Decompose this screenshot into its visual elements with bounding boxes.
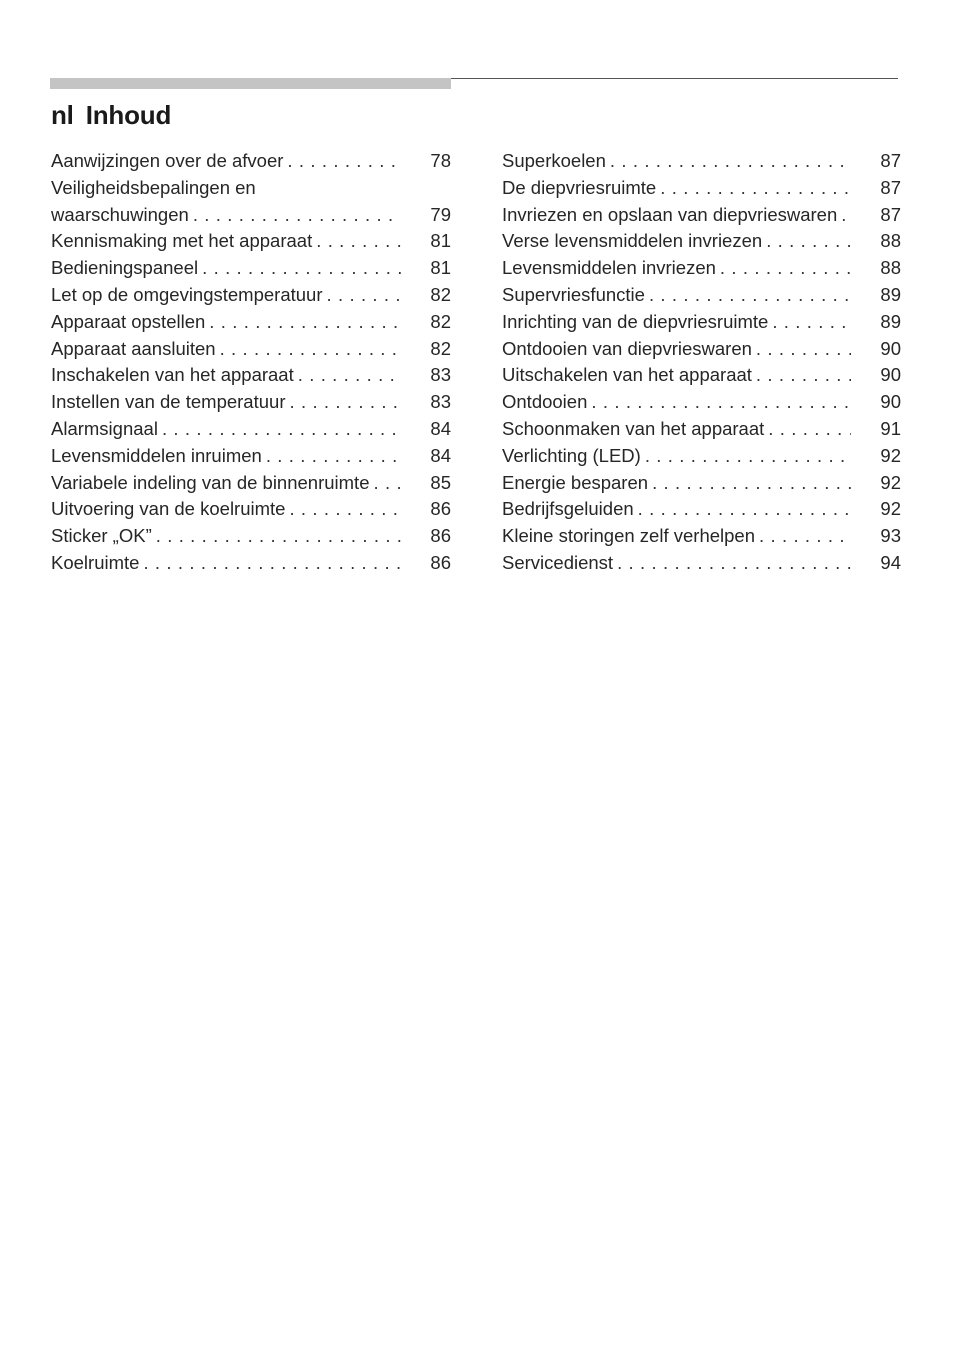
toc-entry-page-number: 82 bbox=[430, 310, 451, 332]
toc-entry-title bbox=[502, 282, 851, 309]
toc-entry-title-line: Bedieningspaneel bbox=[51, 257, 199, 279]
dot-leader bbox=[617, 550, 851, 577]
toc-entry-title-line: Aanwijzingen over de afvoer bbox=[51, 150, 284, 171]
toc-entry[interactable] bbox=[502, 389, 901, 416]
toc-entry-page-number: 94 bbox=[880, 551, 901, 573]
toc-entry-title-line: Ontdooien van diepvrieswaren bbox=[502, 337, 752, 359]
toc-entry-page-number: 84 bbox=[430, 417, 451, 439]
toc-entry[interactable] bbox=[502, 228, 901, 255]
toc-entry-page-number: 90 bbox=[880, 391, 901, 413]
toc-entry-title-line: Supervriesfunctie bbox=[502, 283, 645, 305]
dot-leader bbox=[768, 416, 851, 443]
toc-entry-title bbox=[51, 175, 401, 229]
toc-entry-title bbox=[502, 443, 851, 470]
header-rule-thick bbox=[50, 78, 451, 89]
toc-entry-page-number: 88 bbox=[880, 257, 901, 279]
toc-entry-title-line: Inrichting van de diepvriesruimte bbox=[502, 310, 769, 332]
toc-entry-title bbox=[502, 336, 851, 363]
toc-entry-title-line: Sticker „OK” bbox=[51, 525, 152, 547]
toc-entry-title-line: Koelruimte bbox=[51, 551, 140, 573]
dot-leader bbox=[610, 148, 851, 175]
dot-leader bbox=[660, 175, 851, 202]
toc-entry-title bbox=[51, 282, 401, 309]
dot-leader bbox=[289, 389, 401, 416]
toc-entry-title bbox=[502, 470, 851, 497]
toc-entry-title-line: Uitschakelen van het apparaat bbox=[502, 364, 752, 386]
toc-column-right bbox=[502, 148, 901, 577]
toc-entry[interactable] bbox=[502, 550, 901, 577]
toc-entry[interactable] bbox=[502, 336, 901, 363]
toc-entry-title bbox=[51, 416, 401, 443]
toc-entry-title-line: Kennismaking met het apparaat bbox=[51, 230, 313, 252]
toc-entry[interactable] bbox=[502, 362, 901, 389]
toc-entry-page-number: 86 bbox=[430, 551, 451, 573]
toc-entry-page-number: 86 bbox=[430, 525, 451, 547]
toc-entry-title-line: Levensmiddelen inruimen bbox=[51, 444, 262, 466]
toc-entry[interactable] bbox=[502, 523, 901, 550]
toc-column-left bbox=[51, 148, 451, 577]
toc-entry[interactable] bbox=[502, 496, 901, 523]
toc-entry-page-number: 87 bbox=[880, 176, 901, 198]
toc-entry-title bbox=[51, 362, 401, 389]
dot-leader bbox=[373, 470, 401, 497]
toc-entry-title-line: Instellen van de temperatuur bbox=[51, 391, 286, 413]
toc-entry-title-line: Alarmsignaal bbox=[51, 417, 158, 439]
toc-entry[interactable] bbox=[51, 550, 451, 577]
toc-entry-title-line: Schoonmaken van het apparaat bbox=[502, 417, 765, 439]
toc-entry-title bbox=[502, 389, 851, 416]
toc-entry[interactable] bbox=[51, 523, 451, 550]
toc-entry-title-line: Verlichting (LED) bbox=[502, 444, 641, 466]
dot-leader bbox=[652, 470, 851, 497]
toc-entry-title bbox=[51, 255, 401, 282]
toc-entry-title-line: Energie besparen bbox=[502, 471, 649, 493]
toc-entry-title bbox=[502, 523, 851, 550]
toc-entry-title-line: waarschuwingen bbox=[51, 203, 189, 225]
dot-leader bbox=[759, 523, 851, 550]
dot-leader bbox=[645, 443, 851, 470]
toc-entry-title bbox=[502, 362, 851, 389]
toc-entry-page-number: 93 bbox=[880, 525, 901, 547]
toc-entry[interactable] bbox=[51, 282, 451, 309]
toc-entry[interactable] bbox=[502, 416, 901, 443]
toc-entry-page-number: 90 bbox=[880, 337, 901, 359]
toc-entry-title bbox=[51, 309, 401, 336]
dot-leader bbox=[841, 202, 851, 229]
dot-leader bbox=[143, 550, 401, 577]
dot-leader bbox=[162, 416, 401, 443]
toc-entry-title-line: Uitvoering van de koelruimte bbox=[51, 498, 286, 520]
toc-entry-title bbox=[51, 336, 401, 363]
toc-entry-title bbox=[502, 550, 851, 577]
toc-entry-page-number: 83 bbox=[430, 391, 451, 413]
toc-entry-title bbox=[51, 523, 401, 550]
toc-entry-title-line: Veiligheidsbepalingen en bbox=[51, 176, 256, 198]
toc-entry[interactable] bbox=[502, 443, 901, 470]
toc-entry[interactable] bbox=[51, 309, 451, 336]
toc-entry-title-line: De diepvriesruimte bbox=[502, 176, 657, 198]
toc-entry-page-number: 81 bbox=[430, 257, 451, 279]
toc-entry-page-number: 87 bbox=[880, 203, 901, 225]
toc-entry[interactable] bbox=[51, 336, 451, 363]
dot-leader bbox=[220, 336, 401, 363]
dot-leader bbox=[591, 389, 851, 416]
toc-entry[interactable] bbox=[51, 389, 451, 416]
toc-entry-title-line: Servicedienst bbox=[502, 551, 614, 573]
toc-entry-title-line: Variabele indeling van de binnenruimte bbox=[51, 471, 370, 493]
toc-entry-page-number: 85 bbox=[430, 471, 451, 493]
toc-entry-page-number: 87 bbox=[880, 150, 901, 171]
toc-entry[interactable] bbox=[502, 282, 901, 309]
dot-leader bbox=[202, 255, 401, 282]
toc-entry-title bbox=[502, 228, 851, 255]
toc-entry-page-number: 82 bbox=[430, 283, 451, 305]
page-title bbox=[51, 100, 171, 131]
toc-entry-title bbox=[502, 496, 851, 523]
page-title-text: Inhoud bbox=[85, 100, 172, 130]
toc-entry-page-number: 83 bbox=[430, 364, 451, 386]
dot-leader bbox=[156, 523, 401, 550]
toc-entry-page-number: 92 bbox=[880, 471, 901, 493]
toc-entry-title-line: Verse levensmiddelen invriezen bbox=[502, 230, 763, 252]
dot-leader bbox=[193, 202, 401, 229]
toc-entry-title bbox=[502, 202, 851, 229]
toc-entry-title-line: Superkoelen bbox=[502, 150, 606, 171]
dot-leader bbox=[209, 309, 401, 336]
toc-entry[interactable] bbox=[502, 202, 901, 229]
toc-entry-page-number: 89 bbox=[880, 310, 901, 332]
toc-entry-title-line: Let op de omgevingstemperatuur bbox=[51, 283, 323, 305]
dot-leader bbox=[298, 362, 401, 389]
toc-entry[interactable] bbox=[502, 148, 901, 175]
toc-entry[interactable] bbox=[51, 175, 451, 229]
toc-entry-title bbox=[51, 470, 401, 497]
toc-entry-page-number: 81 bbox=[430, 230, 451, 252]
dot-leader bbox=[289, 496, 401, 523]
toc-entry-page-number: 88 bbox=[880, 230, 901, 252]
toc-entry-title bbox=[51, 550, 401, 577]
toc-entry[interactable] bbox=[51, 148, 451, 175]
toc-entry[interactable] bbox=[502, 309, 901, 336]
toc-entry-page-number: 90 bbox=[880, 364, 901, 386]
toc-entry-title bbox=[502, 255, 851, 282]
toc-entry-title-line: Kleine storingen zelf verhelpen bbox=[502, 525, 755, 547]
toc-entry[interactable] bbox=[51, 362, 451, 389]
toc-entry-title-line: Ontdooien bbox=[502, 391, 588, 413]
dot-leader bbox=[316, 228, 401, 255]
dot-leader bbox=[756, 336, 851, 363]
toc-entry-page-number: 89 bbox=[880, 283, 901, 305]
toc-entry[interactable] bbox=[51, 470, 451, 497]
dot-leader bbox=[766, 228, 851, 255]
toc-entry-title-line: Apparaat aansluiten bbox=[51, 337, 216, 359]
toc-entry-page-number: 86 bbox=[430, 498, 451, 520]
toc-entry[interactable] bbox=[51, 496, 451, 523]
toc-entry-title bbox=[502, 416, 851, 443]
toc-entry-title-line: Levensmiddelen invriezen bbox=[502, 257, 716, 279]
toc-entry-title bbox=[502, 309, 851, 336]
toc-entry-title bbox=[51, 148, 401, 175]
toc-entry-title bbox=[502, 175, 851, 202]
toc-entry-title bbox=[51, 389, 401, 416]
dot-leader bbox=[287, 148, 401, 175]
toc-entry-title-line: Inschakelen van het apparaat bbox=[51, 364, 294, 386]
dot-leader bbox=[638, 496, 851, 523]
toc-entry-page-number: 92 bbox=[880, 444, 901, 466]
toc-entry-page-number: 78 bbox=[430, 150, 451, 171]
toc-entry-title bbox=[502, 148, 851, 175]
toc-entry[interactable] bbox=[502, 255, 901, 282]
dot-leader bbox=[756, 362, 851, 389]
toc-entry-page-number: 91 bbox=[880, 417, 901, 439]
dot-leader bbox=[649, 282, 851, 309]
toc-entry[interactable] bbox=[502, 175, 901, 202]
dot-leader bbox=[772, 309, 851, 336]
toc-entry-title-line: Invriezen en opslaan van diepvrieswaren bbox=[502, 203, 838, 225]
toc-entry-title-line: Bedrijfsgeluiden bbox=[502, 498, 634, 520]
toc-entry[interactable] bbox=[51, 416, 451, 443]
toc-entry[interactable] bbox=[51, 255, 451, 282]
dot-leader bbox=[720, 255, 851, 282]
toc-entry-page-number: 92 bbox=[880, 498, 901, 520]
language-code: nl bbox=[51, 100, 74, 130]
toc-entry-page-number: 82 bbox=[430, 337, 451, 359]
toc-entry[interactable] bbox=[502, 470, 901, 497]
dot-leader bbox=[266, 443, 401, 470]
header-rule-thin bbox=[451, 78, 898, 79]
toc-entry-title-line: Apparaat opstellen bbox=[51, 310, 206, 332]
toc-entry[interactable] bbox=[51, 443, 451, 470]
toc-entry-title bbox=[51, 496, 401, 523]
toc-entry-title bbox=[51, 228, 401, 255]
toc-entry-page-number: 79 bbox=[430, 203, 451, 225]
toc-entry[interactable] bbox=[51, 228, 451, 255]
dot-leader bbox=[327, 282, 401, 309]
toc-entry-page-number: 84 bbox=[430, 444, 451, 466]
toc-entry-title bbox=[51, 443, 401, 470]
